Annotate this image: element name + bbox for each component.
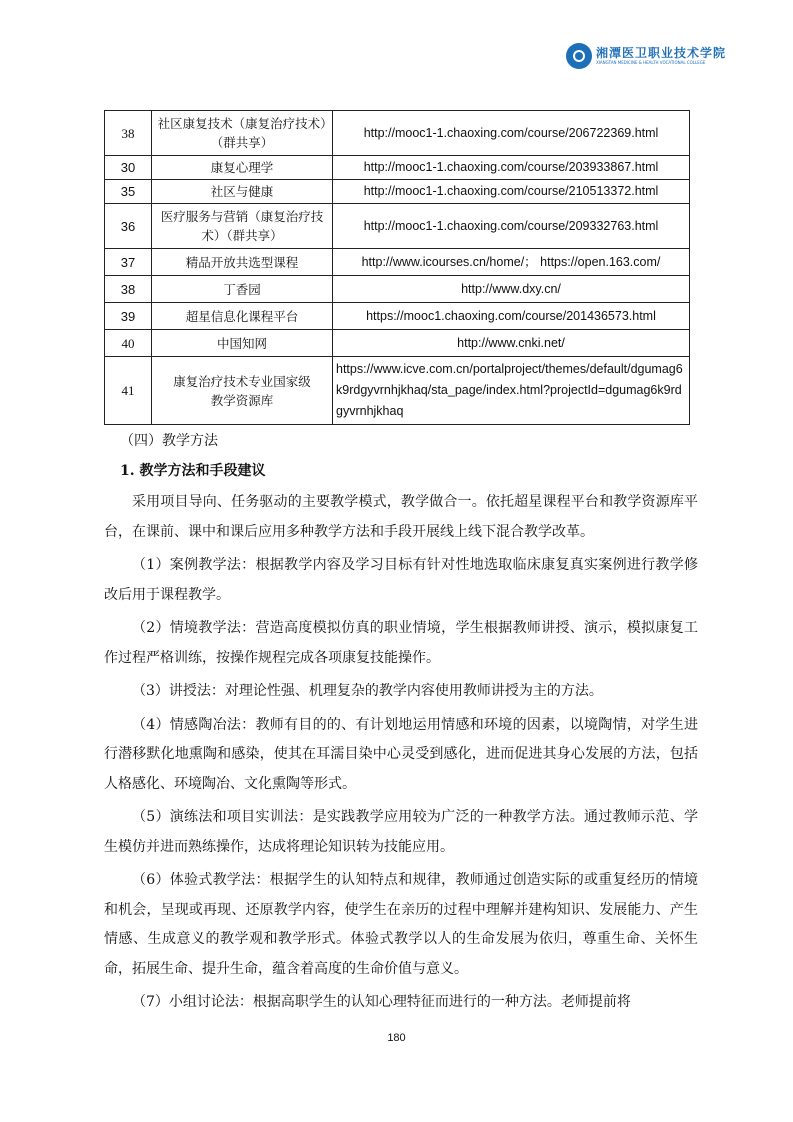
table-row (105, 330, 690, 357)
row-number: 30 (105, 156, 152, 180)
resource-url[interactable]: http://mooc1-1.chaoxing.com/course/210513372.html (333, 180, 690, 204)
logo-english-name: XIANGTAN MEDICINE & HEALTH VOCATIONAL COLLEGE (596, 60, 706, 65)
resource-name: 社区与健康 (152, 180, 333, 204)
resource-name: 医疗服务与营销（康复治疗技术）（群共享） (152, 204, 333, 249)
table-row (105, 303, 690, 330)
page-number: 180 (387, 1032, 406, 1044)
paragraph: （5）演练法和项目实训法：是实践教学应用较为广泛的一种教学方法。通过教师示范、学生模仿并进而熟练操作，达成将理论知识转为技能应用。 (104, 809, 698, 855)
resource-url[interactable]: http://mooc1-1.chaoxing.com/course/206722369.html (333, 111, 690, 156)
document-body (104, 428, 698, 1022)
paragraph: （4）情感陶冶法：教师有目的的、有计划地运用情感和环境的因素，以境陶情，对学生进行潜移默化地熏陶和感染，使其在耳濡目染中心灵受到感化，进而促进其身心发展的方法，包括人格感化、环境陶冶、文化熏陶等形式。 (104, 716, 698, 792)
table-row (105, 357, 690, 425)
resource-url[interactable]: http://www.dxy.cn/ (333, 276, 690, 303)
college-logo (566, 43, 726, 69)
resource-name: 精品开放共选型课程 (152, 249, 333, 276)
row-number: 37 (105, 249, 152, 276)
table-row (105, 249, 690, 276)
resource-name: 康复心理学 (152, 156, 333, 180)
section-title: （四）教学方法 (120, 433, 218, 449)
resource-url[interactable]: http://mooc1-1.chaoxing.com/course/209332763.html (333, 204, 690, 249)
table-row (105, 156, 690, 180)
paragraph: （2）情境教学法：营造高度模拟仿真的职业情境，学生根据教师讲授、演示，模拟康复工作过程严格训练，按操作规程完成各项康复技能操作。 (104, 620, 698, 666)
resource-name: 康复治疗技术专业国家级教学资源库 (152, 357, 333, 425)
resource-url[interactable]: http://mooc1-1.chaoxing.com/course/203933867.html (333, 156, 690, 180)
resource-url[interactable]: http://www.icourses.cn/home/； https://open.163.com/ (333, 249, 690, 276)
resource-name: 超星信息化课程平台 (152, 303, 333, 330)
paragraph: （1）案例教学法：根据教学内容及学习目标有针对性地选取临床康复真实案例进行教学修改后用于课程教学。 (104, 557, 698, 603)
resource-name: 丁香园 (152, 276, 333, 303)
row-number: 35 (105, 180, 152, 204)
paragraph: （7）小组讨论法：根据高职学生的认知心理特征而进行的一种方法。老师提前将 (132, 994, 631, 1010)
row-number: 41 (105, 357, 152, 425)
row-number: 40 (105, 330, 152, 357)
resource-table (104, 110, 690, 425)
paragraph: 采用项目导向、任务驱动的主要教学模式，教学做合一。依托超星课程平台和教学资源库平台，在课前、课中和课后应用多种教学方法和手段开展线上线下混合教学改革。 (104, 494, 698, 540)
logo-text (596, 46, 726, 66)
row-number: 38 (105, 111, 152, 156)
table-row (105, 180, 690, 204)
subsection-title: 1. 教学方法和手段建议 (120, 463, 266, 479)
resource-url[interactable]: https://www.icve.com.cn/portalproject/themes/default/dgumag6k9rdgyvrnhjkhaq/sta_page/index.html?projectId=dgumag6k9rdgyvrnhjkhaq (333, 357, 690, 425)
logo-chinese-name: 湘潭医卫职业技术学院 (596, 46, 727, 60)
table-row (105, 204, 690, 249)
row-number: 38 (105, 276, 152, 303)
row-number: 39 (105, 303, 152, 330)
paragraph: （3）讲授法：对理论性强、机理复杂的教学内容使用教师讲授为主的方法。 (132, 683, 603, 699)
resource-url[interactable]: https://mooc1.chaoxing.com/course/201436573.html (333, 303, 690, 330)
row-number: 36 (105, 204, 152, 249)
resource-name: 中国知网 (152, 330, 333, 357)
table-row (105, 276, 690, 303)
resource-url[interactable]: http://www.cnki.net/ (333, 330, 690, 357)
resource-name: 社区康复技术（康复治疗技术）（群共享） (152, 111, 333, 156)
paragraph: （6）体验式教学法：根据学生的认知特点和规律，教师通过创造实际的或重复经历的情境和机会，呈现或再现、还原教学内容，使学生在亲历的过程中理解并建构知识、发展能力、产生情感、生成意义的教学观和教学形式。体验式教学以人的生命发展为依归，尊重生命、关怀生命，拓展生命、提升生命，蕴含着高度的生命价值与意义。 (104, 872, 698, 977)
college-seal-icon (566, 43, 592, 69)
table-row (105, 111, 690, 156)
